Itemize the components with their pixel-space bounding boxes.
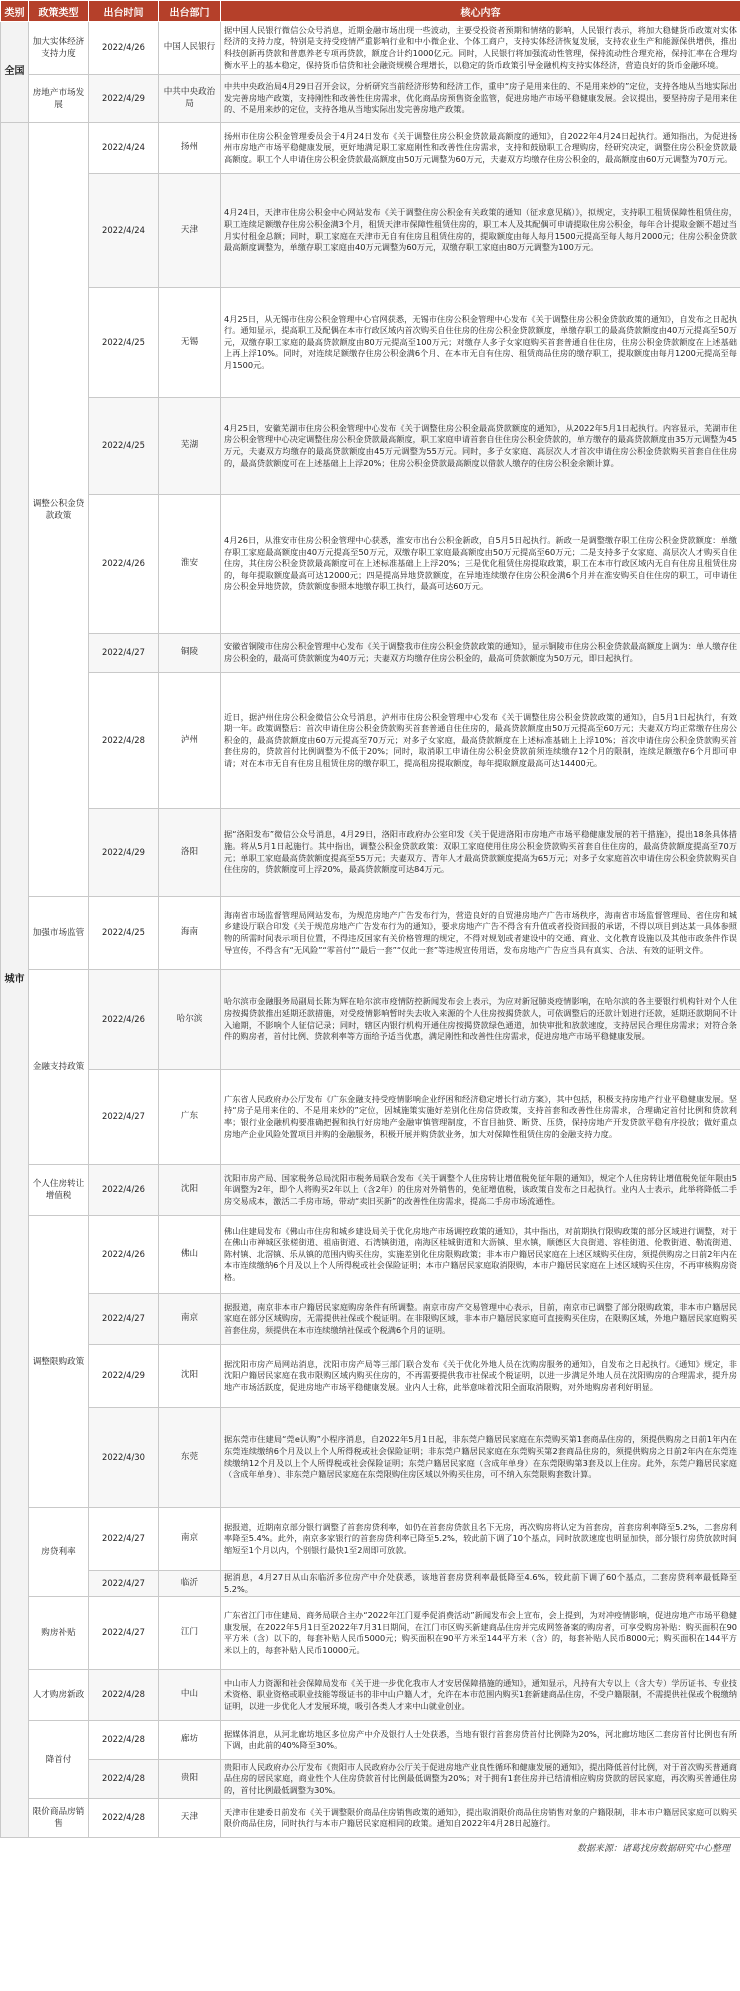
table-row <box>1 1760 740 1799</box>
row-date: 2022/4/27 <box>89 634 159 673</box>
policy-type: 限价商品房销售 <box>29 1799 89 1838</box>
policy-type: 购房补贴 <box>29 1597 89 1670</box>
table-header-row <box>1 1 740 22</box>
row-date: 2022/4/25 <box>89 288 159 398</box>
row-date: 2022/4/27 <box>89 1070 159 1165</box>
table-row <box>1 123 740 174</box>
row-content: 广东省人民政府办公厅发布《广东金融支持受疫情影响企业纾困和经济稳定增长行动方案》，其中包括，积极支持房地产行业平稳健康发展。坚持“房子是用来住的、不是用来炒的”定位，因城施策实施好差别化住房信贷政策，支持首套和改善性住房需求，合理确定首付比例和贷款利率；银行业金融机构要准确把握和执行好房地产金融审慎管理制度，不盲目抽贷、断贷、压贷，保持房地产开发贷款平稳有序投放；做好重点房地产企业风险处置项目并购的金融服务，积极开展并购贷款业务，加大对保障性租赁住房的金融支持力度。 <box>221 1070 740 1165</box>
row-content: 据中国人民银行微信公众号消息，近期金融市场出现一些波动，主要受投资者预期和情绪的影响，人民银行表示，将加大稳健货币政策对实体经济的支持力度，特别是支持受疫情严重影响行业和中小微企业、个体工商户，支持实体经济恢复发展，支持农业生产和能源保供增供，推出科技创新再贷款和普惠养老专项再贷款，额度合计约1000亿元。同时，人民银行将加强流动性管理，保持流动性合理充裕，保持汇率在合理均衡水平上的基本稳定，保持货币信贷和社会融资规模合理增长，以稳定的货币政策引导金融机构支持实体经济，营造良好的货币金融环境。 <box>221 22 740 75</box>
row-date: 2022/4/28 <box>89 673 159 809</box>
row-dept: 中山 <box>159 1670 221 1721</box>
table-row <box>1 1216 740 1294</box>
row-content: 据东莞市住建局“莞e认购”小程序消息，自2022年5月1日起，非东莞户籍居民家庭在东莞购买第1套商品住房的，须提供购房之日前1年内在东莞连续缴纳6个月及以上个人所得税或社会保险证明；非东莞户籍居民家庭在东莞购买第2套商品住房的，须提供购房之日前2年内在东莞连续缴纳12个月及以上个人所得税或社会保险证明；东莞户籍居民家庭（含成年单身）在东莞限购第3套及以上住房。此外，东莞户籍居民家庭（含成年单身）、非东莞户籍居民家庭在东莞限购住房区域以外购买住房，可不纳入东莞限购套数计算。 <box>221 1408 740 1508</box>
table-row <box>1 1345 740 1408</box>
row-content: 据报道，南京非本市户籍居民家庭购房条件有所调整。南京市房产交易管理中心表示，目前，南京市已调整了部分限购政策，非本市户籍居民家庭在部分区域购房，无需提供社保或个税证明。在非限购区域，非本市户籍居民家庭可直接购买住房，在限购区域，外地户籍居民家庭购买首套住房，须提供在本市连续缴纳社保或个税满6个月的证明。 <box>221 1294 740 1345</box>
table-row <box>1 897 740 970</box>
category-city: 城市 <box>1 123 29 1838</box>
row-dept: 泸州 <box>159 673 221 809</box>
row-dept: 芜湖 <box>159 398 221 495</box>
row-dept: 中国人民银行 <box>159 22 221 75</box>
row-content: 4月24日，天津市住房公积金中心网站发布《关于调整住房公积金有关政策的通知（征求意见稿）》，拟规定，支持职工租赁保障性租赁住房，职工连续足额缴存住房公积金满3个月，租赁天津市保障性租赁住房的，职工本人及其配偶可申请提取住房公积金，每年合计提取金额不超过当月实付租金总额；同时，职工家庭在天津市无自有住房且租赁住房的，提取额度由每人每月1500元提高至每人每月2000元；住房公积金贷款最高额度调整为，单缴存职工家庭由40万元调整为60万元，双缴存职工家庭由80万元调整为100万元。 <box>221 174 740 288</box>
row-date: 2022/4/29 <box>89 809 159 897</box>
row-content: 据沈阳市房产局网站消息，沈阳市房产局等三部门联合发布《关于优化外地人员在沈购房服务的通知》，自发布之日起执行。《通知》规定，非沈阳户籍居民家庭在我市限购区域内购买住房的，不再需要提供我市社保或个税证明，以进一步满足外地人员在沈阳购房的合理需求，提升房地产市场活跃度，促进房地产市场平稳健康发展。业内人士称，此举意味着沈阳全面取消限购，对外地购房者利好明显。 <box>221 1345 740 1408</box>
table-row <box>1 1799 740 1838</box>
policy-type: 调整限购政策 <box>29 1216 89 1508</box>
row-dept: 无锡 <box>159 288 221 398</box>
header-date: 出台时间 <box>89 1 159 22</box>
row-date: 2022/4/26 <box>89 22 159 75</box>
row-content: 哈尔滨市金融服务局副局长陈为辉在哈尔滨市疫情防控新闻发布会上表示，为应对新冠肺炎疫情影响，在哈尔滨的各主要银行机构针对个人住房按揭贷款推出延期还款措施，对受疫情影响暂时失去收入来源的个人住房按揭贷款人，可依调整后的还款计划进行还款，延期还款期间不计入逾期，不影响个人征信记录；同时，辖区内银行机构开通住房按揭贷款绿色通道，加快审批和放款速度，支持居民合理住房需求；对符合条件的购房者，首付比例、贷款利率等方面给予适当优惠，满足刚性和改善性住房需求，促进房地产市场平稳健康发展。 <box>221 970 740 1070</box>
row-dept: 临沂 <box>159 1571 221 1597</box>
row-date: 2022/4/27 <box>89 1294 159 1345</box>
table-row <box>1 398 740 495</box>
table-row <box>1 288 740 398</box>
policy-type: 金融支持政策 <box>29 970 89 1165</box>
row-content: 据媒体消息，从河北廊坊地区多位房产中介及银行人士处获悉，当地有银行首套房贷首付比例降为20%，河北廊坊地区二套房首付比例也有所下调，由此前的40%降至30%。 <box>221 1721 740 1760</box>
row-content: 4月26日，从淮安市住房公积金管理中心获悉，淮安市出台公积金新政，自5月5日起执行。新政一是调整缴存职工住房公积金贷款额度：单缴存职工家庭最高额度由40万元提高至50万元，双缴存职工家庭最高额度由50万元提高至60万元；二是支持多子女家庭、高层次人才购买自住住房，其住房公积金贷款最高额度可在上述标准基础上上浮20%；三是优化租赁住房提取政策，职工在本市行政区域内无自有住房且租赁住房的，每年提取额度最高可达12000元；四是提高异地贷款额度，在异地连续缴存住房公积金满6个月并在淮安购买自住住房的职工，可申请住房公积金异地贷款，贷款额度参照本地缴存职工执行，最高可达60万元。 <box>221 495 740 634</box>
row-content: 沈阳市房产局、国家税务总局沈阳市税务局联合发布《关于调整个人住房转让增值税免征年限的通知》，规定个人住房转让增值税免征年限由5年调整为2年，即个人将购买2年以上（含2年）的住房对外销售的，免征增值税，该政策自发布之日起执行。业内人士表示，此举将降低二手房交易成本，激活二手房市场，带动“卖旧买新”的改善性住房需求，提高二手房市场流通性。 <box>221 1165 740 1216</box>
row-dept: 洛阳 <box>159 809 221 897</box>
table-row <box>1 970 740 1070</box>
row-dept: 东莞 <box>159 1408 221 1508</box>
row-date: 2022/4/28 <box>89 1721 159 1760</box>
row-dept: 淮安 <box>159 495 221 634</box>
row-date: 2022/4/28 <box>89 1670 159 1721</box>
row-content: 据报道，近期南京部分银行调整了首套房贷利率，如仍在首套房贷款且名下无房，再次购房将认定为首套房，首套房利率降至5.2%，二套房利率降至5.4%。此外，南京多家银行的首套房贷利率已降至5.2%，较此前下调了10个基点，同时放款速度也明显加快，部分银行房贷放款时间缩短至1个月以内，个别银行最快1至2周即可放款。 <box>221 1508 740 1571</box>
policy-type: 房贷利率 <box>29 1508 89 1597</box>
header-dept: 出台部门 <box>159 1 221 22</box>
header-category: 类别 <box>1 1 29 22</box>
table-row <box>1 634 740 673</box>
row-date: 2022/4/26 <box>89 1165 159 1216</box>
table-row <box>1 1294 740 1345</box>
policy-type: 加强市场监管 <box>29 897 89 970</box>
row-date: 2022/4/26 <box>89 1216 159 1294</box>
table-row <box>1 1571 740 1597</box>
row-date: 2022/4/27 <box>89 1508 159 1571</box>
table-row <box>1 22 740 75</box>
row-dept: 廊坊 <box>159 1721 221 1760</box>
row-dept: 南京 <box>159 1294 221 1345</box>
row-content: 据“洛阳发布”微信公众号消息，4月29日，洛阳市政府办公室印发《关于促进洛阳市房地产市场平稳健康发展的若干措施》，提出18条具体措施。将从5月1日起施行。其中指出，调整公积金贷款政策：双职工家庭使用住房公积金贷款购买首套自住住房的，最高贷款额度提高至70万元；单职工家庭最高贷款额度提高至55万元；夫妻双方、青年人才最高贷款额度提高为65万元；对多子女家庭首次申请住房公积金贷款购买自住住房的，贷款额度可上浮20%，最高贷款额度可达84万元。 <box>221 809 740 897</box>
table-row <box>1 1408 740 1508</box>
row-dept: 天津 <box>159 1799 221 1838</box>
row-content: 中山市人力资源和社会保障局发布《关于进一步优化我市人才安居保障措施的通知》，通知显示，凡持有大专以上（含大专）学历证书、专业技术资格、职业资格或职业技能等级证书的非中山户籍人才，允许在本市范围内购买1套新建商品住房，不受户籍限制，不需提供社保或个税缴纳证明，以进一步优化人才发展环境，吸引各类人才来中山就业创业。 <box>221 1670 740 1721</box>
row-date: 2022/4/26 <box>89 970 159 1070</box>
row-dept: 中共中央政治局 <box>159 75 221 123</box>
row-content: 天津市住建委日前发布《关于调整限价商品住房销售政策的通知》，提出取消限价商品住房销售对象的户籍限制，非本市户籍居民家庭可以购买限价商品住房，同时执行与本市户籍居民家庭相同的政策。通知自2022年4月28日起施行。 <box>221 1799 740 1838</box>
table-row <box>1 174 740 288</box>
row-dept: 海南 <box>159 897 221 970</box>
row-content: 海南省市场监督管理局网站发布，为规范房地产广告发布行为，营造良好的自贸港房地产广告市场秩序，海南省市场监督管理局、省住房和城乡建设厅联合印发《关于规范房地产广告发布行为的通知》，要求房地产广告不得含有升值或者投资回报的承诺，不得以项目到达某一具体参照物的所需时间表示项目位置，不得违反国家有关价格管理的规定，不得对规划或者建设中的交通、商业、文化教育设施以及其他市政条件作误导宣传，不得含有“无风险”“零首付”“最后一套”“仅此一套”等违规宣传用语，发布房地产广告应当具有真实、合法、有效的证明文件。 <box>221 897 740 970</box>
row-content: 据消息，4月27日从山东临沂多位房产中介处获悉，该地首套房贷利率最低降至4.6%，较此前下调了60个基点，二套房贷利率最低降至5.2%。 <box>221 1571 740 1597</box>
row-dept: 贵阳 <box>159 1760 221 1799</box>
row-content: 安徽省铜陵市住房公积金管理中心发布《关于调整我市住房公积金贷款政策的通知》，显示铜陵市住房公积金贷款最高额度上调为：单人缴存住房公积金的，最高可贷款额度为40万元；夫妻双方均缴存住房公积金的，最高可贷款额度为50万元，即日起执行。 <box>221 634 740 673</box>
header-content: 核心内容 <box>221 1 740 22</box>
row-content: 4月25日，从无锡市住房公积金管理中心官网获悉，无锡市住房公积金管理中心发布《关于调整住房公积金贷款政策的通知》，自发布之日起执行。通知显示，提高职工及配偶在本市行政区域内首次购买自住住房的住房公积金贷款额度，单缴存职工的最高贷款额度由40万元提高至50万元，双缴存职工家庭的最高贷款额度由80万元提高至100万元；对缴存人多子女家庭购买首套普通自住住房，住房公积金贷款额度在上述基础上再上浮10%。同时，对连续足额缴存住房公积金满6个月、在本市无自有住房、租赁商品住房的缴存职工，提取额度由每月1200元提高至每月1500元。 <box>221 288 740 398</box>
row-dept: 南京 <box>159 1508 221 1571</box>
table-row <box>1 75 740 123</box>
row-dept: 铜陵 <box>159 634 221 673</box>
policy-type: 房地产市场发展 <box>29 75 89 123</box>
header-policy-type: 政策类型 <box>29 1 89 22</box>
row-dept: 佛山 <box>159 1216 221 1294</box>
table-row <box>1 1165 740 1216</box>
row-date: 2022/4/29 <box>89 1345 159 1408</box>
table-row <box>1 1721 740 1760</box>
row-date: 2022/4/25 <box>89 398 159 495</box>
row-content: 近日，据泸州住房公积金微信公众号消息，泸州市住房公积金管理中心发布《关于调整住房公积金贷款政策的通知》，自5月1日起执行，有效期一年。政策调整后：首次申请住房公积金贷款购买首套普通自住住房的，最高贷款额度由50万元提高至60万元；夫妻双方均正常缴存住房公积金的，最高贷款额度由60万元提高至70万元；对多子女家庭，最高贷款额度在上述标准基础上上浮10%；首次申请住房公积金贷款购买首套住房的，贷款首付比例调整为不低于20%；同时，取消职工申请住房公积金贷款前须连续缴存12个月的限制，连续足额缴存6个月即可申请；对在本市无自有住房且租赁住房的缴存职工，提高租房提取额度，每年提取额度最高可达14400元。 <box>221 673 740 809</box>
row-dept: 沈阳 <box>159 1165 221 1216</box>
source-note: 数据来源：诸葛找房数据研究中心整理 <box>576 1844 730 1855</box>
category-national: 全国 <box>1 22 29 123</box>
policy-type: 人才购房新政 <box>29 1670 89 1721</box>
row-date: 2022/4/24 <box>89 123 159 174</box>
row-date: 2022/4/28 <box>89 1799 159 1838</box>
row-date: 2022/4/30 <box>89 1408 159 1508</box>
row-date: 2022/4/25 <box>89 897 159 970</box>
table-row <box>1 495 740 634</box>
table-row <box>1 1070 740 1165</box>
row-dept: 扬州 <box>159 123 221 174</box>
table-row <box>1 809 740 897</box>
row-dept: 天津 <box>159 174 221 288</box>
row-content: 佛山住建局发布《佛山市住房和城乡建设局关于优化房地产市场调控政策的通知》，其中指出，对前期执行限购政策的部分区域进行调整，对于在佛山市禅城区张槎街道、祖庙街道、石湾镇街道，南海区桂城街道和大沥镇、里水镇，顺德区大良街道、容桂街道、伦教街道、勒流街道、陈村镇、北滘镇、乐从镇的范围内购买住房，实施差别化住房限购政策；非本市户籍居民家庭在上述区域购买住房，须提供购房之日前2年内在本市连续缴纳6个月及以上个人所得税或社会保险证明；本市户籍居民家庭取消限购，本市户籍居民家庭在上述区域购买住房，不再审核购房资格。 <box>221 1216 740 1294</box>
policy-type: 降首付 <box>29 1721 89 1799</box>
row-content: 贵阳市人民政府办公厅发布《贵阳市人民政府办公厅关于促进房地产业良性循环和健康发展的通知》，提出降低首付比例，对于首次购买普通商品住房的居民家庭，商业性个人住房贷款首付比例最低调整为20%；对于拥有1套住房并已结清相应购房贷款的居民家庭，再次购买普通住房的，首付比例最低调整为30%。 <box>221 1760 740 1799</box>
row-dept: 哈尔滨 <box>159 970 221 1070</box>
row-content: 广东省江门市住建局、商务局联合主办“2022年江门夏季促消费活动”新闻发布会上宣布，会上提到，为对冲疫情影响，促进房地产市场平稳健康发展，在2022年5月1日至2022年7月31日期间，在江门市区购买新建商品住房并完成网签备案的购房者，可享受购房补贴：购买面积在90平方米（含）以下的，每套补贴人民币5000元；购买面积在90平方米至144平方米（含）的，每套补贴人民币8000元；购买面积在144平方米以上的，每套补贴人民币10000元。 <box>221 1597 740 1670</box>
row-date: 2022/4/28 <box>89 1760 159 1799</box>
policy-type: 调整公积金贷款政策 <box>29 123 89 897</box>
row-dept: 江门 <box>159 1597 221 1670</box>
row-date: 2022/4/27 <box>89 1571 159 1597</box>
row-content: 中共中央政治局4月29日召开会议，分析研究当前经济形势和经济工作，重申“房子是用来住的、不是用来炒的”定位，支持各地从当地实际出发完善房地产政策，支持刚性和改善性住房需求，优化商品房预售资金监管，促进房地产市场平稳健康发展。会议提出，要坚持房子是用来住的、不是用来炒的定位，支持各地从当地实际出发完善房地产政策。 <box>221 75 740 123</box>
row-date: 2022/4/29 <box>89 75 159 123</box>
row-content: 4月25日，安徽芜湖市住房公积金管理中心发布《关于调整住房公积金最高贷款额度的通知》，从2022年5月1日起执行。内容显示，芜湖市住房公积金管理中心决定调整住房公积金贷款最高额度，职工家庭申请首套自住住房公积金贷款的，单方缴存的最高贷款额度由35万元调整为45万元，夫妻双方均缴存的最高贷款额度由45万元调整为55万元。同时，多子女家庭、高层次人才首次申请住房公积金贷款购买首套自住住房的，最高贷款额度可在上述基础上上浮20%；住房公积金贷款最高额度以借款人缴存的住房公积金余额计算。 <box>221 398 740 495</box>
table-row <box>1 1508 740 1571</box>
row-dept: 沈阳 <box>159 1345 221 1408</box>
row-content: 扬州市住房公积金管理委员会于4月24日发布《关于调整住房公积金贷款最高额度的通知》，自2022年4月24日起执行。通知指出，为促进扬州市房地产市场平稳健康发展，更好地满足职工家庭刚性和改善性住房需求，支持和鼓励职工合理购房，经研究决定，调整住房公积金贷款最高额度。职工个人申请住房公积金贷款最高额度由50万元调整为60万元，夫妻双方均缴存住房公积金的，最高额度由60万元调整为70万元。 <box>221 123 740 174</box>
row-date: 2022/4/24 <box>89 174 159 288</box>
row-date: 2022/4/27 <box>89 1597 159 1670</box>
row-dept: 广东 <box>159 1070 221 1165</box>
row-date: 2022/4/26 <box>89 495 159 634</box>
policy-type: 个人住房转让增值税 <box>29 1165 89 1216</box>
table-row <box>1 673 740 809</box>
table-row <box>1 1597 740 1670</box>
policy-type: 加大实体经济支持力度 <box>29 22 89 75</box>
table-row <box>1 1670 740 1721</box>
